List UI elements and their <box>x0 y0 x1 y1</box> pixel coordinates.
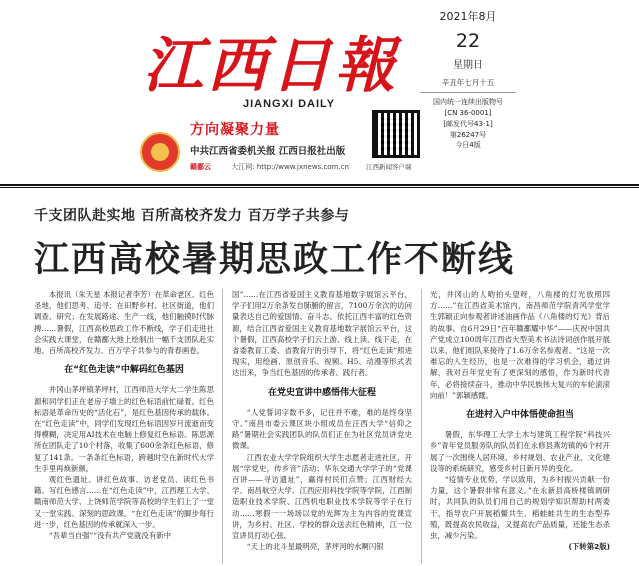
paragraph: “天上的北斗星最明亮，茅坪河的水啊闪银 <box>246 542 384 552</box>
issue-number: 第26247号 <box>449 130 487 139</box>
newspaper-logo: 江西日報 <box>143 31 399 101</box>
paragraph: 井冈山茅坪镇茅坪村，江西师范大学大二学生陈思源和同学们正在老房子墙上的红色标语前忙碌着。红色标语是革命历史的“活化石”，是红色基因传承的载体。在“红色走读”中，同学们发现红色标语因岁月流逝而变得模糊，决定用AI技术在电脑上修复红色标语。陈思源所在团队走了10个村落，收集了600余条红色标语，修复了141条。一条条红色标语，跨越时空在新时代大学生手里再焕新颜。 <box>34 385 214 473</box>
qr-code-icon[interactable] <box>372 110 420 158</box>
masthead <box>0 0 639 180</box>
paragraph: 国”……在江西省爱国主义教育基地数字展馆云平台，学子们用2万余条发自肺腑的留言，7100万余次的访问量表达自己的爱国情、奋斗志。依托江西丰富的红色资源，结合江西省爱国主义教育基地数字展馆云平台，这个暑假，江西高校学子们云上游、线上读、线下走，在省委教育工委、省教育厅的引导下，将“红色走读”照进现实，用绘画、原创音乐、视频、H5、动漫等形式表达出来，争当红色基因的传承者、践行者。 <box>232 290 412 378</box>
article-kicker: 千支团队赴实地 百所高校齐发力 百万学子共参与 <box>34 208 350 224</box>
column-divider <box>421 289 422 564</box>
cn-number-label: 国内统一连续出版物号 <box>433 98 503 106</box>
date-day: 22 <box>455 30 481 52</box>
newspaper-english-name: JIANGXI DAILY <box>243 98 336 110</box>
paragraph: “人党誓词字数不多，记住并不难，难的是终身坚守。”南昌市委云课区块小组成员在汪西大学“信仰之路”暑期社会实践团队的队员们正在为社区党员讲党史微课。 <box>232 407 412 451</box>
paragraph: 江西农业大学学院组织大学生志愿者走进社区，开展“学党史，传乡音”活动；华东交通大学学子的“党课百讲——寻访遗址”，赢得村民们点赞；江西财经大学、南昌航空大学、江西应用科技学院等学院，江西制造职业技术学院、江西机电职业技术学院等学子在行动……寒假一一场场以党的光辉为主为内容的党课宣讲，为乡村、社区、学校的群众送去红色精神，江一位宣讲员打动心弦。 <box>232 452 412 541</box>
page-count: 今日4版 <box>455 141 481 150</box>
paragraph: 光，井冈山的人哟拍头望呀，八角楼的灯光放照四方……”在江西省美术馆内，南昌师范学院青风学堂学生郭颖正向参观者讲述油画作品《八角楼的灯光》背后的故事。自6月29日“百年赣鄱耀中华”——庆祝中国共产党成立100周年江西省大型美术书法诗词创作展开展以来，他们组队来接待了1.6万余名参观者。“这是一次难忘的人生经历，也是一次难得的学习机会，通过讲解，我对百年党史有了更深刻的感悟，作为新时代青年，必将接续奋斗，推动中华民族伟大复兴的车轮滚滚向前！”郭颖感慨。 <box>430 290 610 400</box>
postal-code: [邮发代号43-1] <box>443 119 493 128</box>
cn-code: [CN 36-0001] <box>444 108 492 117</box>
subheading-red-reading: 在“红色走读”中解码红色基因 <box>64 365 184 376</box>
publisher-line: 中共江西省委机关报 江西日报社出版 <box>190 146 346 157</box>
paragraph: 观红色遗址、讲红色故事、访老党员、读红色书籍、写红色感言……在“红色走读”中，江西理工大学、赣南师范大学、上饶师范学院等高校的学生们上了一堂又一堂实践、深刻的思政课。“在红色走读”的脚步每行进一步，红色基因的传承就深入一步。 <box>34 475 214 529</box>
website-link[interactable]: 大江网: http://www.jxnews.com.cn <box>231 163 349 171</box>
publication-info <box>420 97 516 151</box>
date-lunar: 辛丑年七月十五 <box>420 77 516 93</box>
masthead-rule-thin <box>0 187 639 188</box>
date-weekday: 星期日 <box>453 60 483 71</box>
slogan: 方向凝聚力量 <box>190 122 280 138</box>
article-column-2 <box>232 289 412 565</box>
masthead-rule <box>0 184 639 186</box>
paragraph: “吾辈当自强”“没有共产党就没有新中 <box>48 531 171 541</box>
paragraph: “疫情专业优势，学以致用，为乡村振兴贡献一份力量，这个暑假非常有意义。”在永新县高桥楼镇调研时，共同队的队员们用自己的规划学知识帮助村两委干，指导农户开展稻鳖共生、稻蛙蛙共生的生态型养殖，既提高农民收益，又提高农产品质量，还能生态杀虫，减少污染。 <box>430 475 610 541</box>
qr-caption: 江西新闻客户端 <box>366 163 412 171</box>
subheading-village-visit: 在进村入户中体悟使命担当 <box>465 410 574 421</box>
date-year-month: 2021年8月 <box>439 10 497 23</box>
article-column-1 <box>34 289 214 565</box>
column-divider <box>222 289 223 564</box>
subheading-party-history: 在党史宣讲中感悟伟大征程 <box>267 387 376 398</box>
lead-paragraph: 本报讯（朱天星 本报记者李芳）在革命老区、红色圣地，他们思考、追寻；在田野乡村、社区街道，他们调查、研究；在发展路途、生产一线，他们触摸时代脉搏……暑假，江西高校思政工作不断线，学子们走进社会实践大课堂，在赣鄱大地上绘制出一幅千支团队赴实地、百所高校齐发力、百万学子共参与的青春画卷。 <box>34 290 214 356</box>
article-column-3 <box>430 289 610 565</box>
app-badge[interactable]: 赣鄱云 <box>190 163 211 171</box>
continued-on-page-2-link[interactable]: (下转第2版) <box>568 542 610 552</box>
party-emblem-icon <box>140 132 180 172</box>
date-box <box>420 8 516 176</box>
article-headline[interactable]: 江西高校暑期思政工作不断线 <box>34 240 516 280</box>
masthead-footer <box>190 162 349 172</box>
paragraph: 暑假，东华理工大学土木与建筑工程学院“科技兴乡”青年党员服务队的队员们在永修县燕坊镇的6个村开展了一次围绕人居环境、乡村规划、农业产业、文化建设等的系统研究，感受乡村日新月异的变化。 <box>430 430 610 473</box>
